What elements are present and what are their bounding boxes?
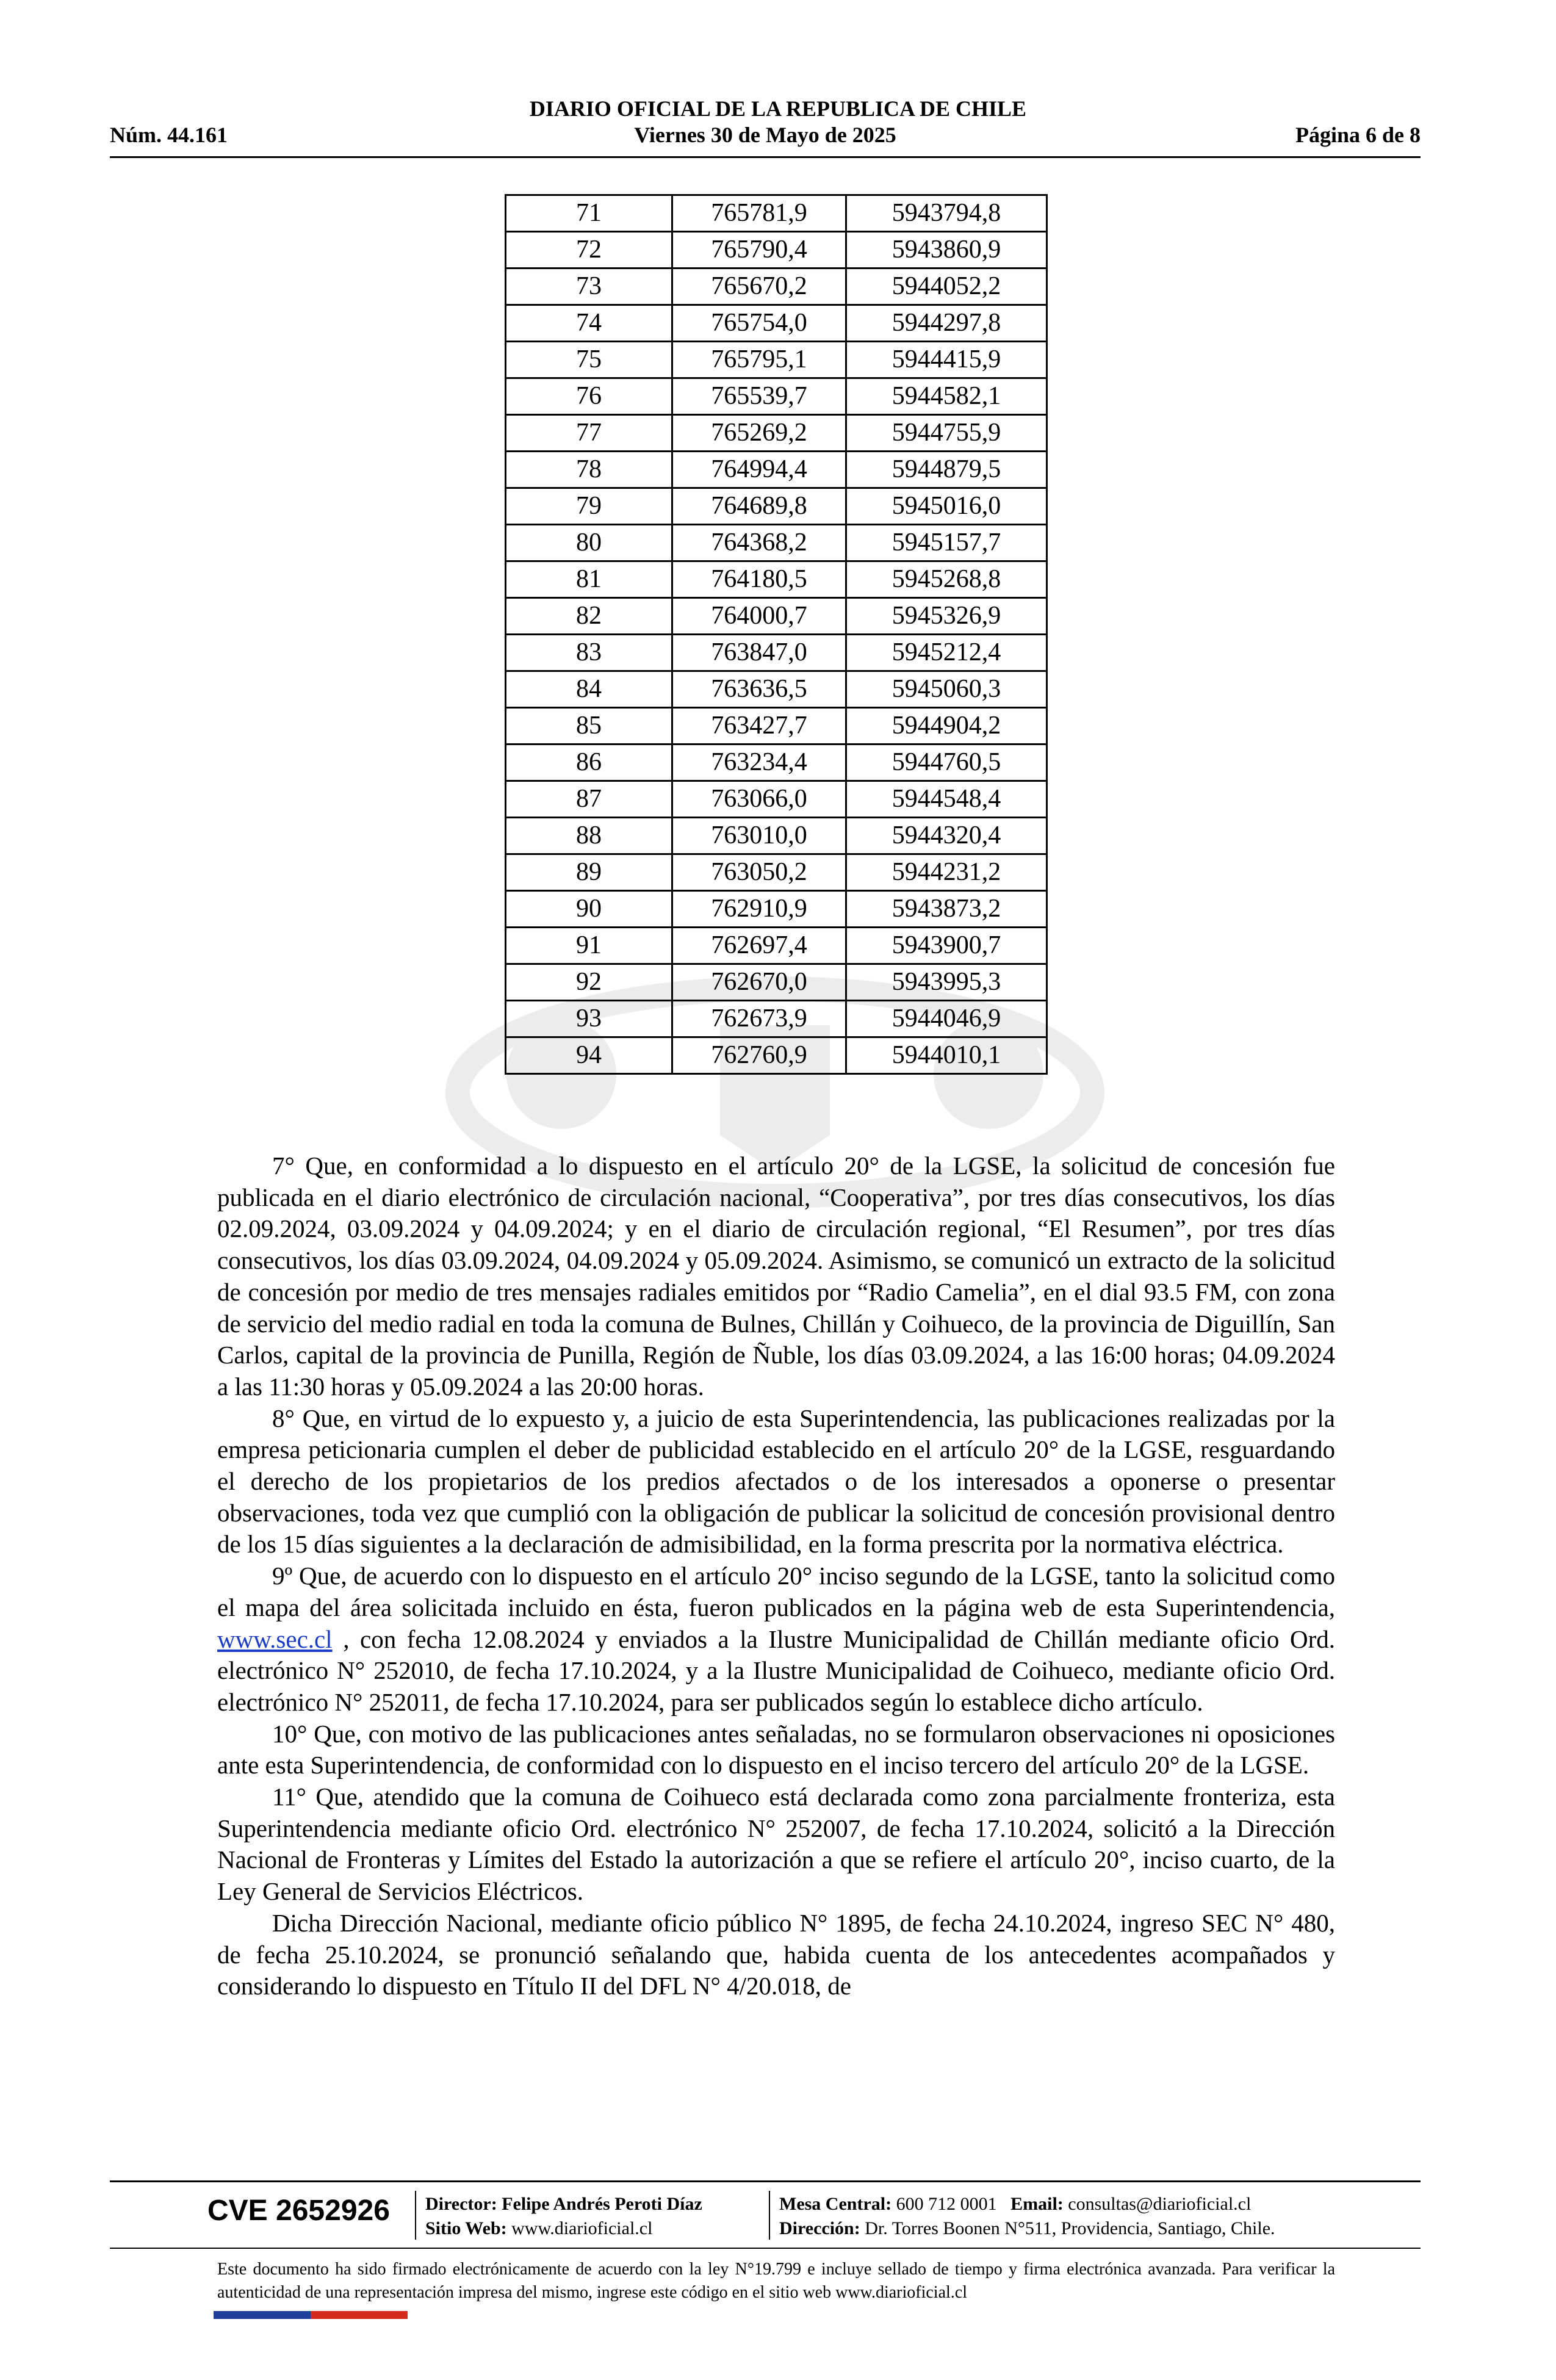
table-row: [506, 415, 1047, 452]
director-label: Director:: [425, 2194, 497, 2214]
table-row: [506, 671, 1047, 708]
vertex-number-cell: 79: [506, 488, 672, 525]
easting-cell: 764000,7: [672, 598, 846, 635]
table-row: [506, 269, 1047, 305]
easting-cell: 765795,1: [672, 342, 846, 378]
easting-cell: 763636,5: [672, 671, 846, 708]
table-row: [506, 305, 1047, 342]
northing-cell: 5943900,7: [846, 928, 1047, 964]
table-row: [506, 891, 1047, 928]
table-row: [506, 561, 1047, 598]
table-row: [506, 818, 1047, 854]
table-row: [506, 452, 1047, 488]
address-value: Dr. Torres Boonen N°511, Providencia, Santiago, Chile.: [865, 2218, 1275, 2238]
easting-cell: 763427,7: [672, 708, 846, 745]
footer-separator: [415, 2191, 416, 2240]
table-row: [506, 378, 1047, 415]
vertex-number-cell: 92: [506, 964, 672, 1001]
vertex-number-cell: 93: [506, 1001, 672, 1037]
northing-cell: 5944046,9: [846, 1001, 1047, 1037]
director-name: Felipe Andrés Peroti Díaz: [502, 2194, 702, 2214]
vertex-number-cell: 72: [506, 232, 672, 269]
site-label: Sitio Web:: [425, 2218, 507, 2238]
footer-divider-bottom: [110, 2248, 1421, 2249]
easting-cell: 765754,0: [672, 305, 846, 342]
email-label: Email:: [1010, 2194, 1064, 2214]
publication-date: Viernes 30 de Mayo de 2025: [634, 123, 896, 147]
vertex-number-cell: 83: [506, 635, 672, 671]
northing-cell: 5944231,2: [846, 854, 1047, 891]
easting-cell: 764994,4: [672, 452, 846, 488]
vertex-number-cell: 89: [506, 854, 672, 891]
table-row: [506, 964, 1047, 1001]
easting-cell: 762760,9: [672, 1037, 846, 1074]
vertex-number-cell: 75: [506, 342, 672, 378]
northing-cell: 5944010,1: [846, 1037, 1047, 1074]
northing-cell: 5945157,7: [846, 525, 1047, 561]
table-row: [506, 635, 1047, 671]
northing-cell: 5944904,2: [846, 708, 1047, 745]
easting-cell: 762673,9: [672, 1001, 846, 1037]
vertex-number-cell: 74: [506, 305, 672, 342]
table-row: [506, 1001, 1047, 1037]
northing-cell: 5943860,9: [846, 232, 1047, 269]
publication-title: DIARIO OFICIAL DE LA REPUBLICA DE CHILE: [529, 96, 1027, 121]
northing-cell: 5943873,2: [846, 891, 1047, 928]
table-row: [506, 342, 1047, 378]
vertex-number-cell: 85: [506, 708, 672, 745]
vertex-number-cell: 76: [506, 378, 672, 415]
paragraph-9-start: 9º Que, de acuerdo con lo dispuesto en el artículo 20° inciso segundo de la LGSE, tanto la solicitud como el mapa del área solicitada incluido en ésta, fueron publicados en la página web de esta Superintendencia,: [217, 1562, 1335, 1621]
easting-cell: 763010,0: [672, 818, 846, 854]
footer-director-block: [425, 2192, 702, 2241]
paragraph-10: 10° Que, con motivo de las publicaciones antes señaladas, no se formularon observaciones ni oposiciones ante esta Superintendencia, de conformidad con lo dispuesto en el inciso tercero del artículo 20° de la LGSE.: [217, 1719, 1335, 1780]
easting-cell: 764368,2: [672, 525, 846, 561]
address-label: Dirección:: [779, 2218, 860, 2238]
paragraph-7: 7° Que, en conformidad a lo dispuesto en el artículo 20° de la LGSE, la solicitud de concesión fue publicada en el diario electrónico de circulación nacional, “Cooperativa”, por tres días consecutivos, los días 02.09.2024, 03.09.2024 y 04.09.2024; y en el diario de circulación regional, “El Resumen”, por tres días consecutivos, los días 03.09.2024, 04.09.2024 y 05.09.2024. Asimismo, se comunicó un extracto de la solicitud de concesión por medio de tres mensajes radiales emitidos por “Radio Camelia”, en el dial 93.5 FM, con zona de servicio del medio radial en toda la comuna de Bulnes, Chillán y Coihueco, de la provincia de Diguillín, San Carlos, capital de la provincia de Punilla, Región de Ñuble, los días 03.09.2024, a las 16:00 horas; 04.09.2024 a las 11:30 horas y 05.09.2024 a las 20:00 horas.: [217, 1152, 1335, 1401]
easting-cell: 762697,4: [672, 928, 846, 964]
easting-cell: 763234,4: [672, 745, 846, 781]
northing-cell: 5945212,4: [846, 635, 1047, 671]
table-row: [506, 488, 1047, 525]
vertex-number-cell: 90: [506, 891, 672, 928]
coordinates-table: [505, 194, 1048, 1075]
table-row: [506, 232, 1047, 269]
table-row: [506, 1037, 1047, 1074]
vertex-number-cell: 84: [506, 671, 672, 708]
signature-disclaimer: Este documento ha sido firmado electrónicamente de acuerdo con la ley N°19.799 e incluye sellado de tiempo y firma electrónica avanzada. Para verificar la autenticidad de una representación impresa del mismo, ingrese este código en el sitio web www.diarioficial.cl: [217, 2260, 1335, 2302]
issue-number: Núm. 44.161: [110, 123, 228, 147]
vertex-number-cell: 73: [506, 269, 672, 305]
vertex-number-cell: 86: [506, 745, 672, 781]
northing-cell: 5944297,8: [846, 305, 1047, 342]
northing-cell: 5945016,0: [846, 488, 1047, 525]
easting-cell: 764689,8: [672, 488, 846, 525]
flag-color-bar: [214, 2311, 408, 2319]
northing-cell: 5944415,9: [846, 342, 1047, 378]
easting-cell: 765781,9: [672, 195, 846, 232]
header-row: [110, 122, 1421, 150]
northing-cell: 5945268,8: [846, 561, 1047, 598]
easting-cell: 763847,0: [672, 635, 846, 671]
flag-red-segment: [311, 2311, 408, 2319]
document-body: [217, 1150, 1335, 2002]
phone-label: Mesa Central:: [779, 2194, 892, 2214]
easting-cell: 765269,2: [672, 415, 846, 452]
vertex-number-cell: 78: [506, 452, 672, 488]
easting-cell: 765790,4: [672, 232, 846, 269]
northing-cell: 5944879,5: [846, 452, 1047, 488]
northing-cell: 5944760,5: [846, 745, 1047, 781]
vertex-number-cell: 88: [506, 818, 672, 854]
flag-blue-segment: [214, 2311, 311, 2319]
vertex-number-cell: 91: [506, 928, 672, 964]
northing-cell: 5943995,3: [846, 964, 1047, 1001]
table-row: [506, 708, 1047, 745]
cve-code: CVE 2652926: [207, 2194, 390, 2227]
vertex-number-cell: 80: [506, 525, 672, 561]
vertex-number-cell: 82: [506, 598, 672, 635]
vertex-number-cell: 94: [506, 1037, 672, 1074]
easting-cell: 762670,0: [672, 964, 846, 1001]
easting-cell: 762910,9: [672, 891, 846, 928]
table-row: [506, 854, 1047, 891]
table-row: [506, 525, 1047, 561]
sec-website-link[interactable]: www.sec.cl: [217, 1625, 333, 1653]
vertex-number-cell: 87: [506, 781, 672, 818]
footer-divider-top: [110, 2180, 1421, 2182]
paragraph-9-end: , con fecha 12.08.2024 y enviados a la Ilustre Municipalidad de Chillán mediante oficio Ord. electrónico N° 252010, de fecha 17.10.2024, y a la Ilustre Municipalidad de Coihueco, mediante oficio Ord. electrónico N° 252011, de fecha 17.10.2024, para ser publicados según lo establece dicho artículo.: [217, 1625, 1336, 1716]
paragraph-12: Dicha Dirección Nacional, mediante oficio público N° 1895, de fecha 24.10.2024, ingreso SEC N° 480, de fecha 25.10.2024, se pronunció señalando que, habida cuenta de los antecedentes acompañados y considerando lo dispuesto en Título II del DFL N° 4/20.018, de: [217, 1908, 1335, 2000]
easting-cell: 763050,2: [672, 854, 846, 891]
northing-cell: 5944052,2: [846, 269, 1047, 305]
vertex-number-cell: 81: [506, 561, 672, 598]
easting-cell: 764180,5: [672, 561, 846, 598]
northing-cell: 5943794,8: [846, 195, 1047, 232]
northing-cell: 5944548,4: [846, 781, 1047, 818]
vertex-number-cell: 77: [506, 415, 672, 452]
northing-cell: 5945326,9: [846, 598, 1047, 635]
easting-cell: 765539,7: [672, 378, 846, 415]
phone-number: 600 712 0001: [896, 2194, 997, 2214]
footer-contact-block: [779, 2192, 1275, 2241]
northing-cell: 5944755,9: [846, 415, 1047, 452]
table-row: [506, 928, 1047, 964]
easting-cell: 763066,0: [672, 781, 846, 818]
email-address[interactable]: consultas@diarioficial.cl: [1068, 2194, 1252, 2214]
paragraph-9: [217, 1560, 1335, 1718]
table-row: [506, 745, 1047, 781]
paragraph-8: 8° Que, en virtud de lo expuesto y, a juicio de esta Superintendencia, las publicaciones realizadas por la empresa peticionaria cumplen el deber de publicidad establecido en el artículo 20° de la LGSE, resguardando el derecho de los propietarios de los predios afectados o de los interesados a oponerse o presentar observaciones, toda vez que cumplió con la obligación de publicar la solicitud de concesión provisional dentro de los 15 días siguientes a la declaración de admisibilidad, en la forma prescrita por la normativa eléctrica.: [217, 1404, 1335, 1559]
table-row: [506, 598, 1047, 635]
header-divider: [110, 156, 1421, 158]
vertex-number-cell: 71: [506, 195, 672, 232]
paragraph-11: 11° Que, atendido que la comuna de Coihueco está declarada como zona parcialmente fronteriza, esta Superintendencia mediante oficio Ord. electrónico N° 252007, de fecha 17.10.2024, solicitó a la Dirección Nacional de Fronteras y Límites del Estado la autorización a que se refiere el artículo 20°, inciso cuarto, de la Ley General de Servicios Eléctricos.: [217, 1783, 1335, 1906]
table-row: [506, 195, 1047, 232]
footer-separator: [769, 2191, 770, 2240]
northing-cell: 5944320,4: [846, 818, 1047, 854]
northing-cell: 5945060,3: [846, 671, 1047, 708]
site-url[interactable]: www.diarioficial.cl: [511, 2218, 653, 2238]
northing-cell: 5944582,1: [846, 378, 1047, 415]
easting-cell: 765670,2: [672, 269, 846, 305]
table-row: [506, 781, 1047, 818]
page-number: Página 6 de 8: [1295, 123, 1421, 147]
